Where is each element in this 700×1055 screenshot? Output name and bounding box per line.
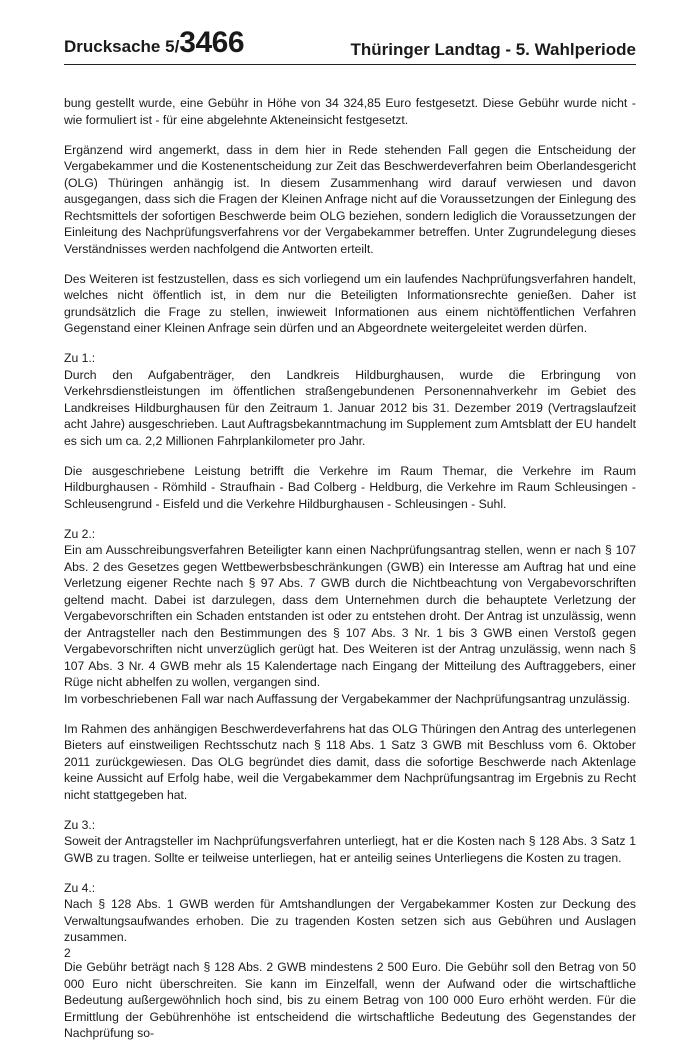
answer-1-text: Durch den Aufgabenträger, den Landkreis Hildburghausen, wurde die Erbringung von Verkehrsdienstleistungen im öffentlichen straßengebundenen Personennahverkehr im Gebiet des Landkreises Hildburghausen für den Zeitraum 1. Januar 2012 bis 31. Dezember 2019 (Vertragslaufzeit acht Jahre) ausgeschrieben. Laut Auftragsbekanntmachung im Supplement zum Amtsblatt der EU handelt es sich um ca. 2,2 Millionen Fahrplankilometer pro Jahr. (64, 367, 636, 448)
paragraph-supplementary-note: Ergänzend wird angemerkt, dass in dem hier in Rede stehenden Fall gegen die Entscheidung der Vergabekammer und die Kostenentscheidung zur Zeit das Beschwerdeverfahren beim Oberlandesgericht (OLG) Thüringen anhängig ist. In diesem Zusammenhang wird darauf verwiesen und davon ausgegangen, dass sich die Fragen der Kleinen Anfrage nicht auf die Voraussetzungen der Einlegung des Rechtsmittels der sofortigen Beschwerde beim OLG beziehen, sondern lediglich die Voraussetzungen der Einleitung des Nachprüfungsverfahrens vor der Vergabekammer betreffen. Unter Zugrundelegung dieses Verständnisses werden nachfolgend die Antworten erteilt. (64, 142, 636, 256)
document-number: 3466 (179, 26, 245, 59)
answer-3-heading: Zu 3.: (64, 817, 96, 832)
paragraph-continuation: bung gestellt wurde, eine Gebühr in Höhe von 34 324,85 Euro festgesetzt. Diese Gebühr wurde nicht - wie formuliert ist - für eine abgelehnte Akteneinsicht festgesetzt. (64, 96, 636, 127)
page-number: 2 (64, 946, 71, 960)
parliament-title: Thüringer Landtag - 5. Wahlperiode (350, 40, 636, 59)
answer-1-heading: Zu 1.: (64, 351, 96, 365)
document-body (64, 95, 636, 1055)
answer-2-olg-decision: Im Rahmen des anhängigen Beschwerdeverfahrens hat das OLG Thüringen den Antrag des unterlegenen Bieters auf einstweiligen Rechtsschutz nach § 118 Abs. 1 Satz 3 GWB mit Beschluss vom 6. Oktober 2011 zurückgewiesen. Das OLG begründet dies damit, dass die sofortige Beschwerde nach Aktenlage keine Aussicht auf Erfolg habe, weil die Vergabekammer dem Nachprüfungsantrag im Ergebnis zu Recht nicht stattgegeben hat. (64, 721, 636, 802)
paragraph-non-public-procedure: Des Weiteren ist festzustellen, dass es sich vorliegend um ein laufendes Nachprüfungsverfahren handelt, welches nicht öffentlich ist, in dem nur die Beteiligten Informationsrechte genießen. Daher ist grundsätzlich die Frage zu stellen, inwieweit Informationen aus einem nichtöffentlichen Verfahren Gegenstand einer Kleinen Anfrage sein dürfen und an Abgeordnete weitergeleitet werden dürfen. (64, 271, 636, 335)
answer-3-text: Soweit der Antragsteller im Nachprüfungsverfahren unterliegt, hat er die Kosten nach § 128 Abs. 3 Satz 1 GWB zu tragen. Sollte er teilweise unterliegen, hat er anteilig seines Unterliegens die Kosten zu tragen. (64, 834, 636, 865)
answer-2-text: Ein am Ausschreibungsverfahren Beteiligter kann einen Nachprüfungsantrag stellen, wenn er nach § 107 Abs. 2 des Gesetzes gegen Wettbewerbsbeschränkungen (GWB) ein Interesse am Auftrag hat und eine Verletzung eigener Rechte nach § 97 Abs. 7 GWB durch die Nichtbeachtung von Vergabevorschriften geltend macht. Dabei ist darzulegen, dass dem Unternehmen durch die behauptete Verletzung der Vergabevorschriften ein Schaden entstanden ist oder zu entstehen droht. Der Antrag ist unzulässig, wenn der Antragsteller nach den Bestimmungen des § 107 Abs. 3 Nr. 1 bis 3 GWB einen Verstoß gegen Vergabevorschriften nicht unverzüglich gerügt hat. Des Weiteren ist der Antrag unzulässig, wenn nach § 107 Abs. 3 Nr. 4 GWB mehr als 15 Kalendertage nach Eingang der Mitteilung des Auftraggebers, einer Rüge nicht abhelfen zu wollen, vergangen sind. (64, 543, 636, 689)
answer-4-heading: Zu 4.: (64, 880, 96, 895)
answer-4-fees: Die Gebühr beträgt nach § 128 Abs. 2 GWB mindestens 2 500 Euro. Die Gebühr soll den Betrag von 50 000 Euro nicht überschreiten. Sie kann im Einzelfall, wenn der Aufwand oder die wirtschaftliche Bedeutung außergewöhnlich hoch sind, bis zu einem Betrag von 100 000 Euro erhöht werden. Für die Ermittlung der Gebührenhöhe ist entscheidend die wirtschaftliche Bedeutung des Gegenstandes der Nachprüfung so- (64, 960, 636, 1040)
answer-2-conclusion: Im vorbeschriebenen Fall war nach Auffassung der Vergabekammer der Nachprüfungsantrag unzulässig. (64, 691, 631, 706)
document-reference (64, 26, 244, 60)
answer-1-routes: Die ausgeschriebene Leistung betrifft die Verkehre im Raum Themar, die Verkehre im Raum Hildburghausen - Römhild - Straufhain - Bad Colberg - Heldburg, die Verkehre im Raum Schleusingen - Schleusengrund - Eisfeld und die Verkehre Hildburghausen - Schleusingen - Suhl. (64, 463, 636, 511)
page-header (64, 26, 636, 65)
answer-4-text: Nach § 128 Abs. 1 GWB werden für Amtshandlungen der Vergabekammer Kosten zur Deckung des Verwaltungsaufwandes erhoben. Die zu tragenden Kosten setzen sich aus Gebühren und Auslagen zusammen. (64, 897, 636, 944)
answer-2-heading: Zu 2.: (64, 526, 96, 541)
document-reference-prefix: Drucksache 5/ (64, 37, 180, 56)
